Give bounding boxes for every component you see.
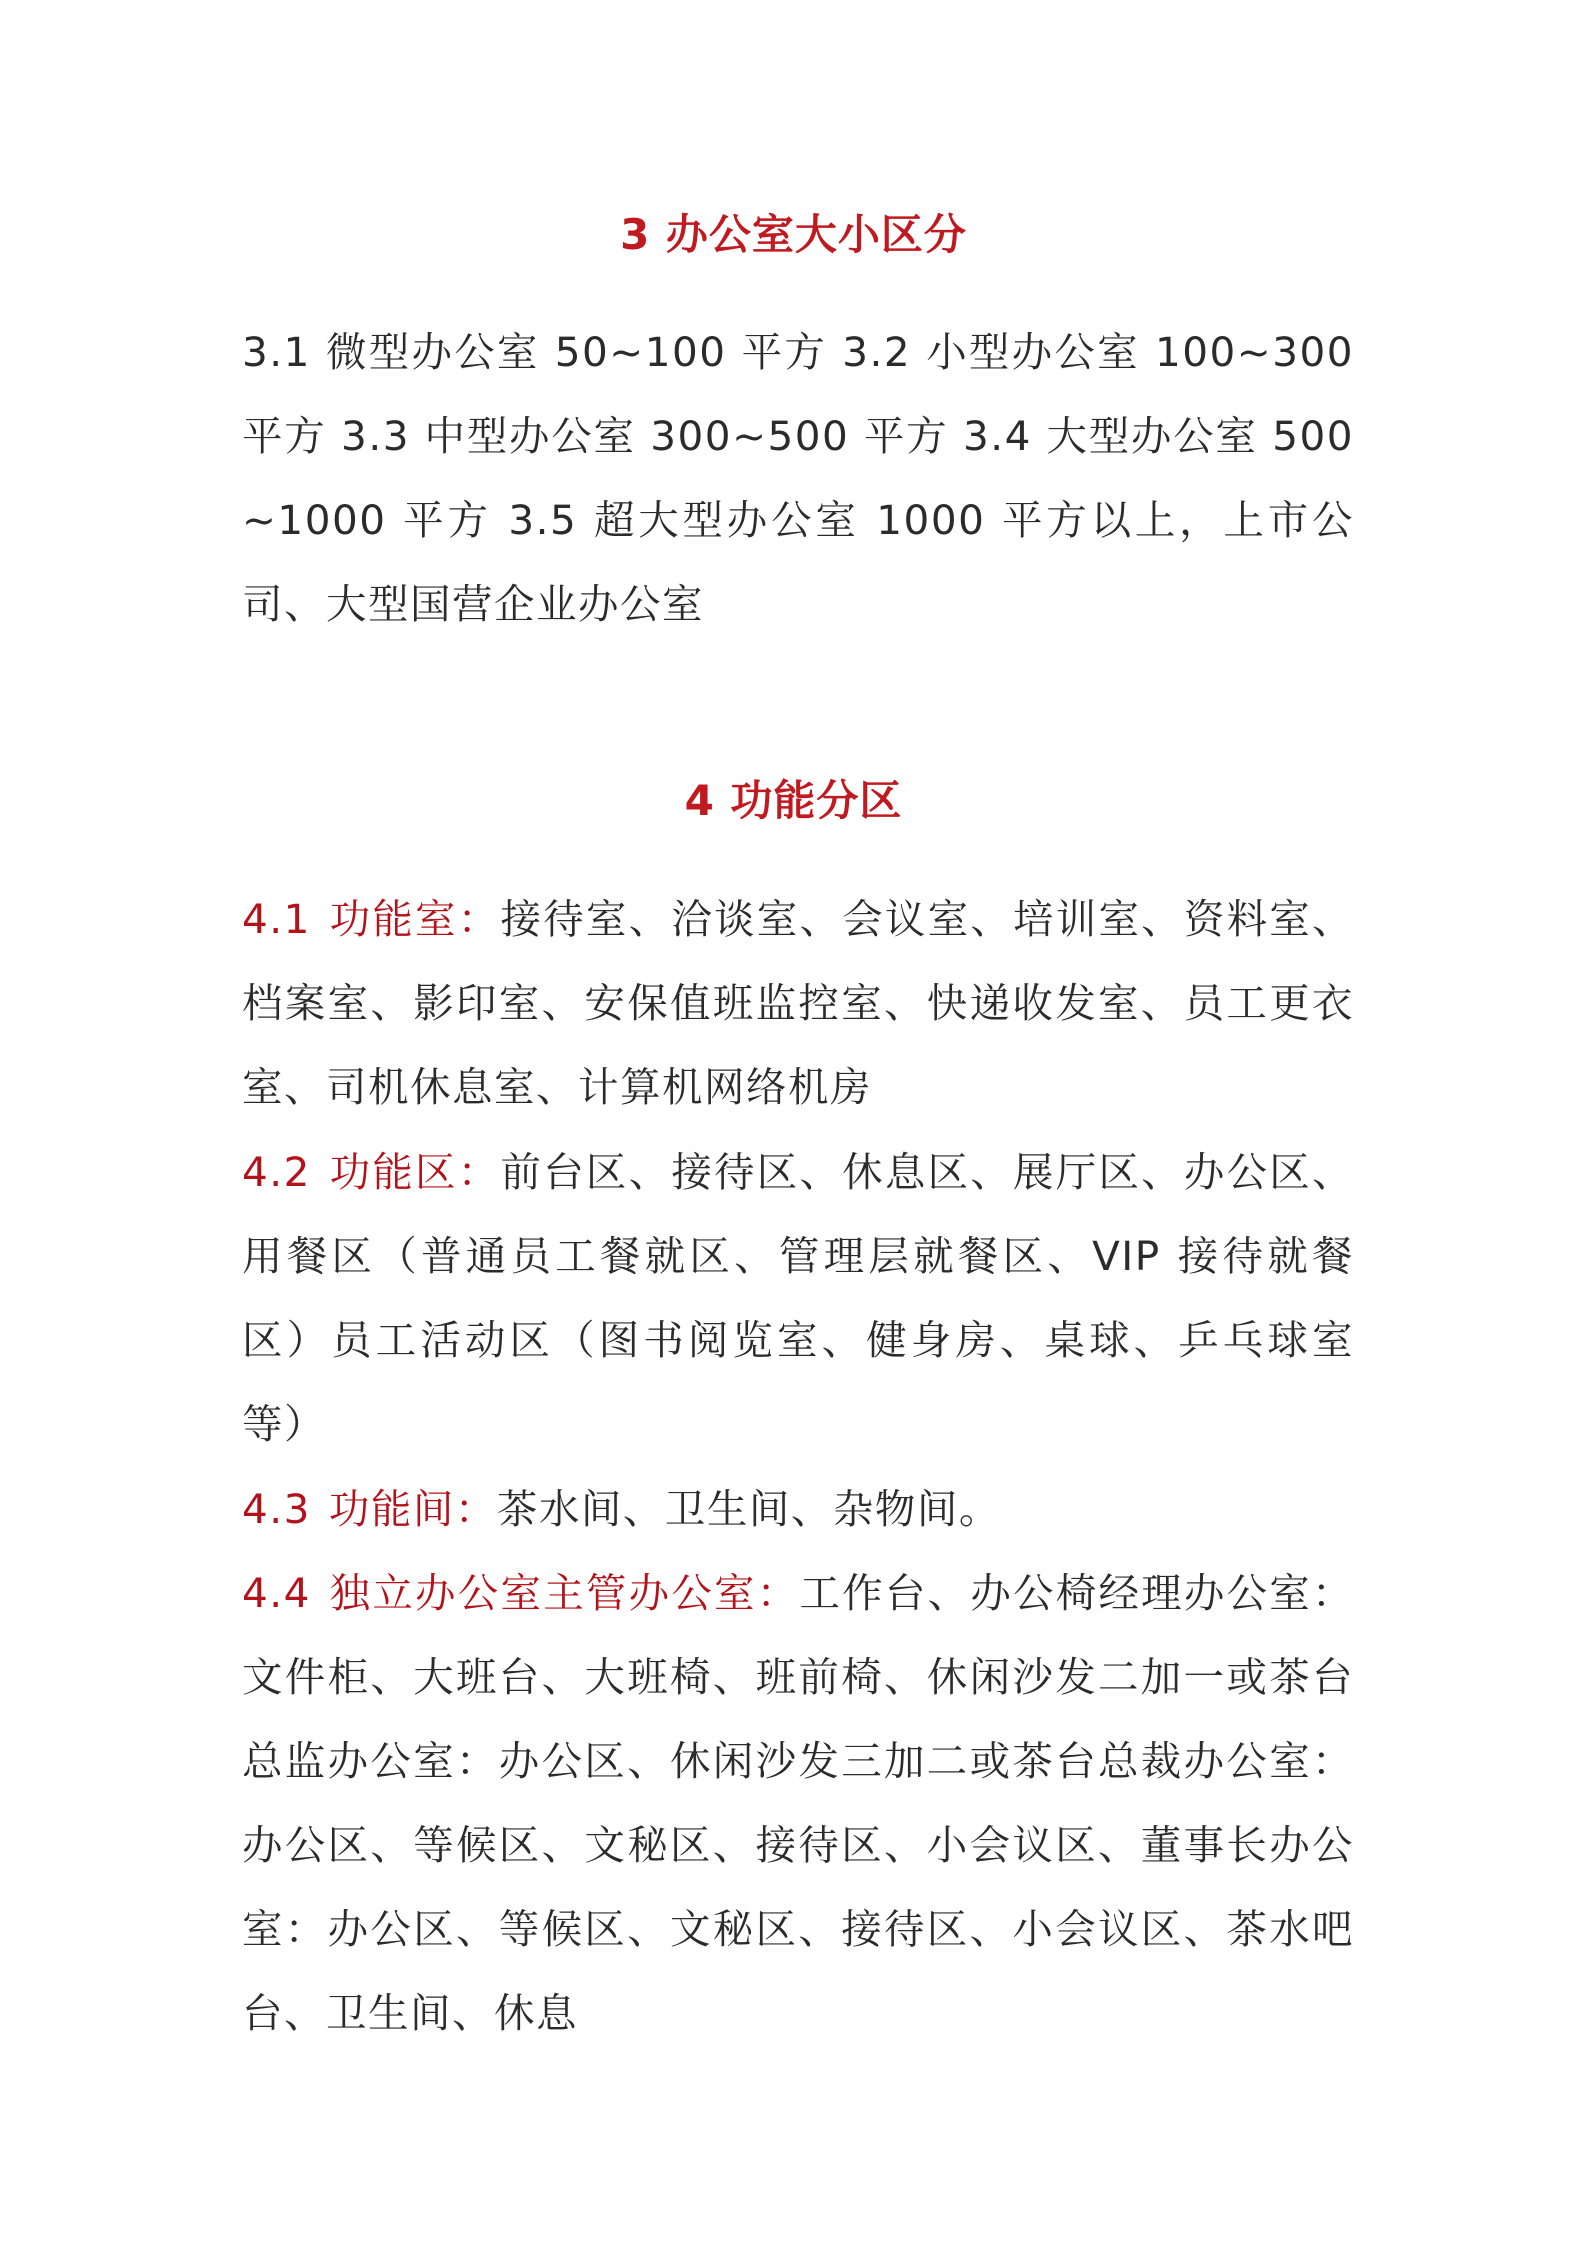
private-offices-paragraph	[242, 1551, 1354, 2055]
function-spaces-paragraph	[242, 1467, 1354, 1551]
item-text: 接待室、洽谈室、会议室、培训室、资料室、档案室、影印室、安保值班监控室、快递收发室、员工更衣室、司机休息室、计算机网络机房	[242, 895, 1355, 1111]
item-text: 茶水间、卫生间、杂物间。	[496, 1485, 1001, 1533]
item-text: 工作台、办公椅经理办公室：文件柜、大班台、大班椅、班前椅、休闲沙发二加一或茶台总监办公室：办公区、休闲沙发三加二或茶台总裁办公室：办公区、等候区、文秘区、接待区、小会议区、董事长办公室：办公区、等候区、文秘区、接待区、小会议区、茶水吧台、卫生间、休息	[242, 1569, 1355, 2037]
item-text: 前台区、接待区、休息区、展厅区、办公区、用餐区（普通员工餐就区、管理层就餐区、VIP 接待就餐区）员工活动区（图书阅览室、健身房、桌球、乒乓球室等）	[242, 1148, 1355, 1448]
function-rooms-paragraph	[242, 877, 1354, 1129]
section-4-heading: 4 功能分区	[684, 776, 903, 825]
function-areas-paragraph	[242, 1130, 1354, 1466]
item-number: 4.4	[242, 1569, 311, 1617]
item-label: 功能区：	[328, 1148, 501, 1196]
item-number: 4.2	[242, 1148, 311, 1196]
item-label: 独立办公室主管办公室：	[328, 1569, 800, 1617]
item-label: 功能间：	[328, 1485, 497, 1533]
section-3-heading: 3 办公室大小区分	[620, 210, 967, 259]
item-number: 4.1	[242, 895, 311, 943]
office-size-paragraph: 3.1 微型办公室 50~100 平方 3.2 小型办公室 100~300 平方 3.3 中型办公室 300~500 平方 3.4 大型办公室 500~1000 平方 3.5 超大型办公室 1000 平方以上，上市公司、大型国营企业办公室	[242, 328, 1354, 628]
item-label: 功能室：	[328, 895, 501, 943]
item-number: 4.3	[242, 1485, 311, 1533]
